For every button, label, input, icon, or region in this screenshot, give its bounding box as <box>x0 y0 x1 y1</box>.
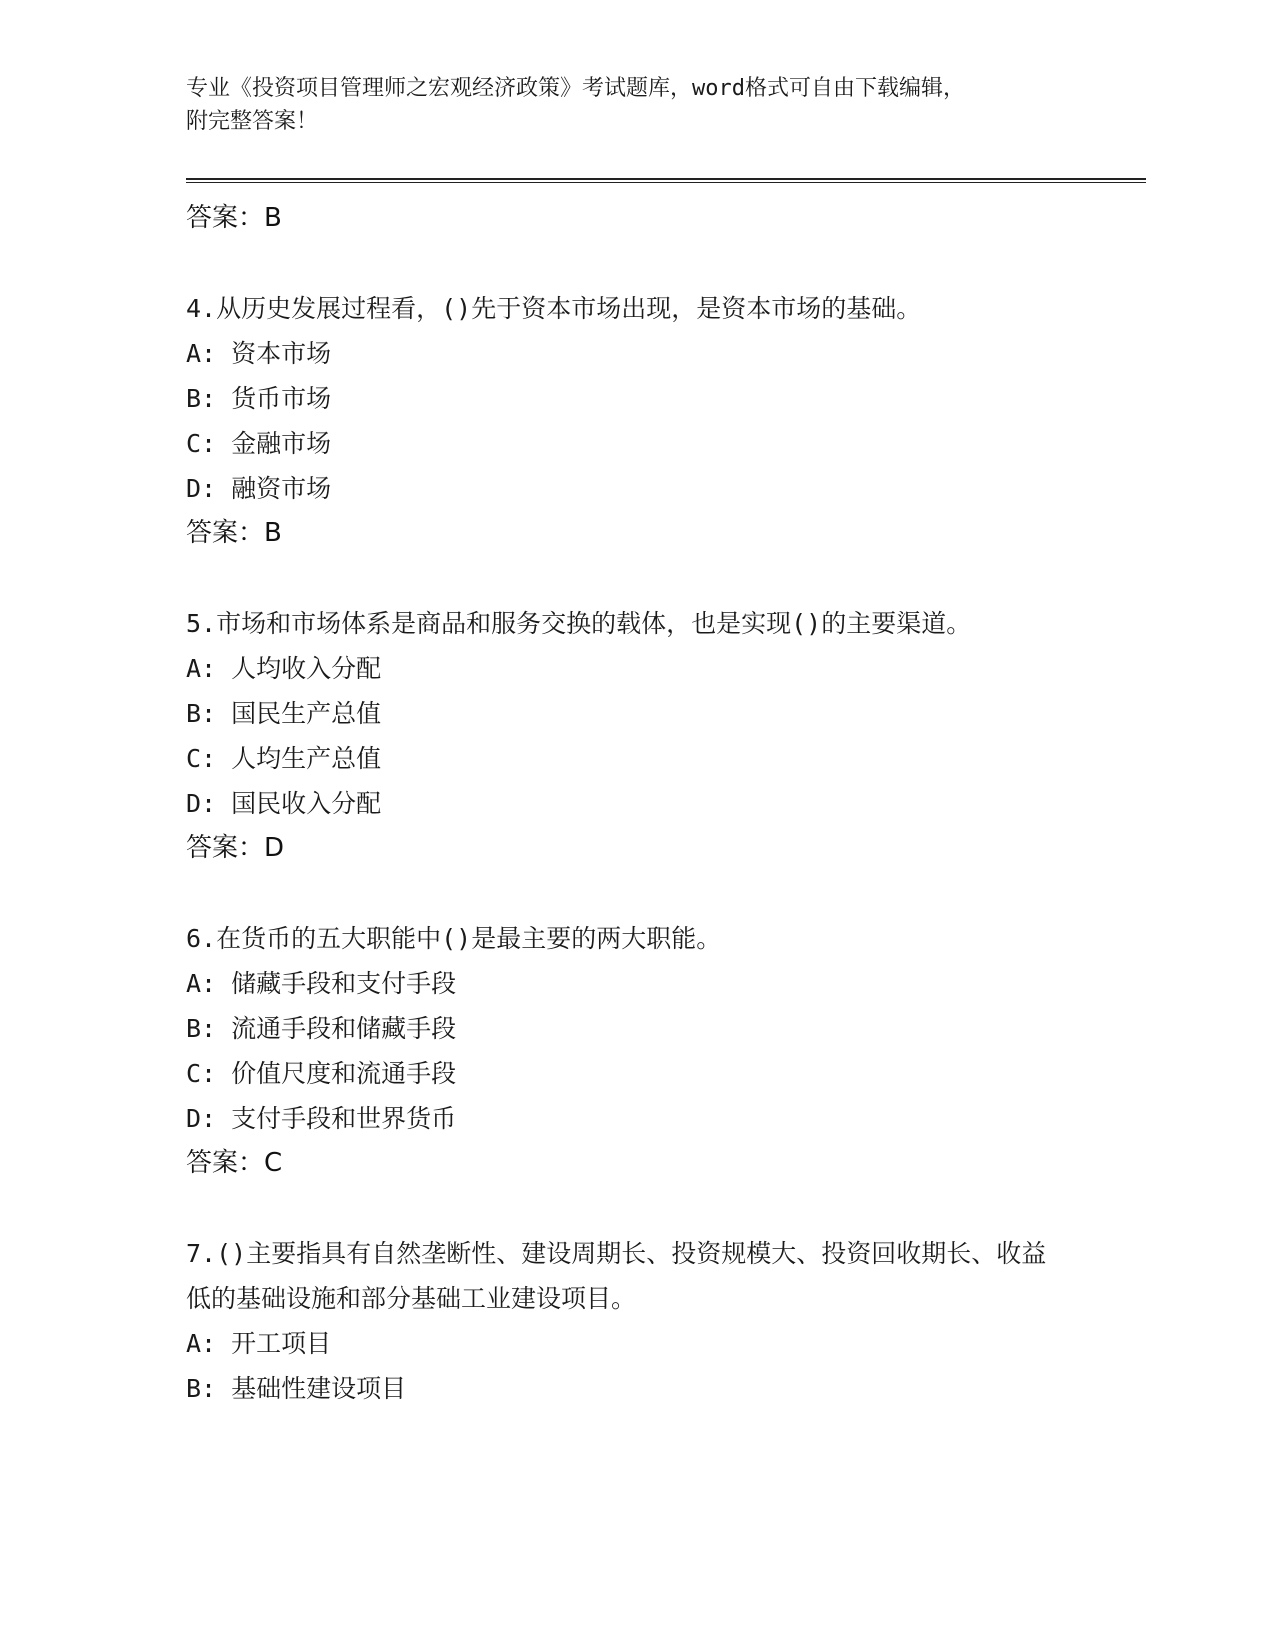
option-a: A: 资本市场 <box>186 339 332 368</box>
option-b: B: 基础性建设项目 <box>186 1374 407 1403</box>
header-rule-thick <box>186 178 1146 180</box>
option-a: A: 开工项目 <box>186 1329 332 1358</box>
answer-line: 答案：B <box>186 203 282 233</box>
question-text: 7.()主要指具有自然垄断性、建设周期长、投资规模大、投资回收期长、收益低的基础设施和部分基础工业建设项目。 <box>186 1239 1047 1313</box>
header-line-2: 附完整答案！ <box>186 109 319 134</box>
question-block-4 <box>186 286 1066 556</box>
option-a: A: 储藏手段和支付手段 <box>186 969 457 998</box>
option-a: A: 人均收入分配 <box>186 654 382 683</box>
answer-line: 答案：D <box>186 833 285 863</box>
option-c: C: 价值尺度和流通手段 <box>186 1059 457 1088</box>
question-text: 5.市场和市场体系是商品和服务交换的载体，也是实现()的主要渠道。 <box>186 609 972 638</box>
question-text: 4.从历史发展过程看，()先于资本市场出现，是资本市场的基础。 <box>186 294 922 323</box>
question-block-7 <box>186 1231 1066 1411</box>
option-d: D: 国民收入分配 <box>186 789 382 818</box>
header-rule-thin <box>186 182 1146 183</box>
option-d: D: 支付手段和世界货币 <box>186 1104 457 1133</box>
option-c: C: 金融市场 <box>186 429 332 458</box>
option-d: D: 融资市场 <box>186 474 332 503</box>
header-line-1: 专业《投资项目管理师之宏观经济政策》考试题库，word格式可自由下载编辑， <box>186 76 965 101</box>
answer-line: 答案：B <box>186 518 282 548</box>
option-b: B: 货币市场 <box>186 384 332 413</box>
question-block-5 <box>186 601 1066 871</box>
option-b: B: 流通手段和储藏手段 <box>186 1014 457 1043</box>
question-text: 6.在货币的五大职能中()是最主要的两大职能。 <box>186 924 722 953</box>
option-b: B: 国民生产总值 <box>186 699 382 728</box>
answer-line: 答案：C <box>186 1148 283 1178</box>
question-block-6 <box>186 916 1066 1186</box>
document-header <box>186 72 1066 138</box>
document-body <box>186 186 1066 1411</box>
option-c: C: 人均生产总值 <box>186 744 382 773</box>
